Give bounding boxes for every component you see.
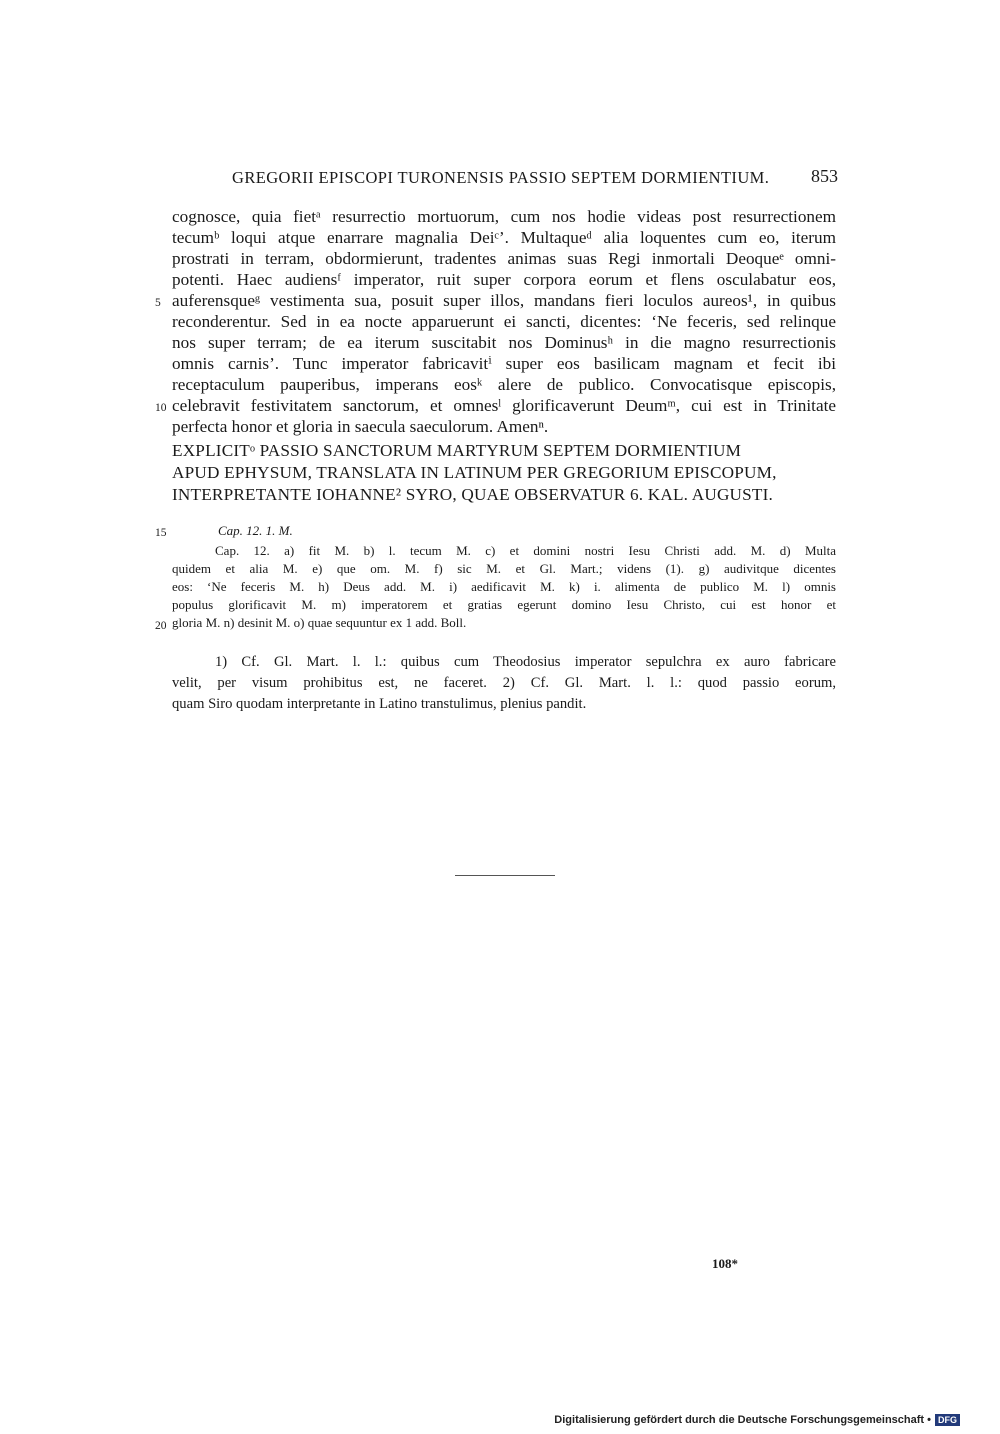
text-line: prostrati in terram, obdormierunt, tradentes animas suas Regi inmortali Deoqueᵉ omni- (172, 249, 836, 268)
text-line: nos super terram; de ea iterum suscitabit nos Dominusʰ in die magno resurrectionis (172, 333, 836, 352)
running-header (232, 168, 838, 190)
footnote-line: quam Siro quodam interpretante in Latino transtulimus, plenius pandit. (172, 696, 587, 712)
explicit-line: INTERPRETANTE IOHANNE² SYRO, QUAE OBSERVATUR 6. KAL. AUGUSTI. (172, 485, 774, 504)
explicit-line: EXPLICITᵒ PASSIO SANCTORUM MARTYRUM SEPTEM DORMIENTIUM (172, 441, 742, 460)
line-number: 5 (155, 297, 161, 309)
apparatus-line: eos: ‘Ne feceris M. h) Deus add. M. i) aedificavit M. k) i. alimenta de publico M. l) omnis (172, 579, 836, 594)
line-number: 20 (155, 620, 167, 632)
text-line: perfecta honor et gloria in saecula saeculorum. Amenⁿ. (172, 417, 549, 436)
text-line: celebravit festivitatem sanctorum, et omnesˡ glorificaverunt Deumᵐ, cui est in Trinitate (172, 396, 836, 415)
line-number: 10 (155, 402, 167, 414)
apparatus-line: populus glorificavit M. m) imperatorem et gratias egerunt domino Iesu Christo, cui est honor et (172, 597, 836, 612)
text-line: auferensqueᵍ vestimenta sua, posuit super illos, mandans fieri loculos aureos¹, in quibus (172, 291, 836, 310)
apparatus-line: Cap. 12. a) fit M. b) l. tecum M. c) et domini nostri Iesu Christi add. M. d) Multa (215, 543, 836, 558)
signature-mark: 108* (712, 1256, 738, 1271)
dfg-logo: DFG (935, 1414, 960, 1426)
apparatus-heading: Cap. 12. 1. M. (218, 523, 293, 538)
apparatus-line: gloria M. n) desinit M. o) quae sequuntur ex 1 add. Boll. (172, 615, 467, 630)
apparatus-line: quidem et alia M. e) que om. M. f) sic M. et Gl. Mart.; videns (1). g) audivitque dicentes (172, 561, 836, 576)
credit-text: Digitalisierung gefördert durch die Deutsche Forschungsgemeinschaft • (554, 1414, 931, 1426)
text-line: tecumᵇ loqui atque enarrare magnalia Deiᶜ’. Multaqueᵈ alia loquentes cum eo, iterum (172, 228, 836, 247)
footnote-line: velit, per visum prohibitus est, ne faceret. 2) Cf. Gl. Mart. l. l.: quod passio eorum, (172, 675, 836, 691)
text-line: potenti. Haec audiensᶠ imperator, ruit super corpora eorum et flens osculabatur eos, (172, 270, 836, 289)
divider-rule (455, 875, 555, 876)
line-number: 15 (155, 527, 167, 539)
running-title: GREGORII EPISCOPI TURONENSIS PASSIO SEPTEM DORMIENTIUM. (232, 168, 770, 187)
text-line: cognosce, quia fietᵃ resurrectio mortuorum, cum nos hodie videas post resurrectionem (172, 207, 836, 226)
page-number: 853 (811, 166, 838, 186)
digitization-credit (554, 1414, 960, 1426)
explicit-line: APUD EPHYSUM, TRANSLATA IN LATINUM PER GREGORIUM EPISCOPUM, (172, 463, 777, 482)
text-line: receptaculum pauperibus, imperans eosᵏ alere de publico. Convocatisque episcopis, (172, 375, 836, 394)
text-line: omnis carnis’. Tunc imperator fabricavitⁱ super eos basilicam magnam et fecit ibi (172, 354, 836, 373)
footnote-line: 1) Cf. Gl. Mart. l. l.: quibus cum Theodosius imperator sepulchra ex auro fabricare (215, 654, 836, 670)
text-line: reconderentur. Sed in ea nocte apparuerunt ei sancti, dicentes: ‘Ne feceris, sed relinque (172, 312, 836, 331)
